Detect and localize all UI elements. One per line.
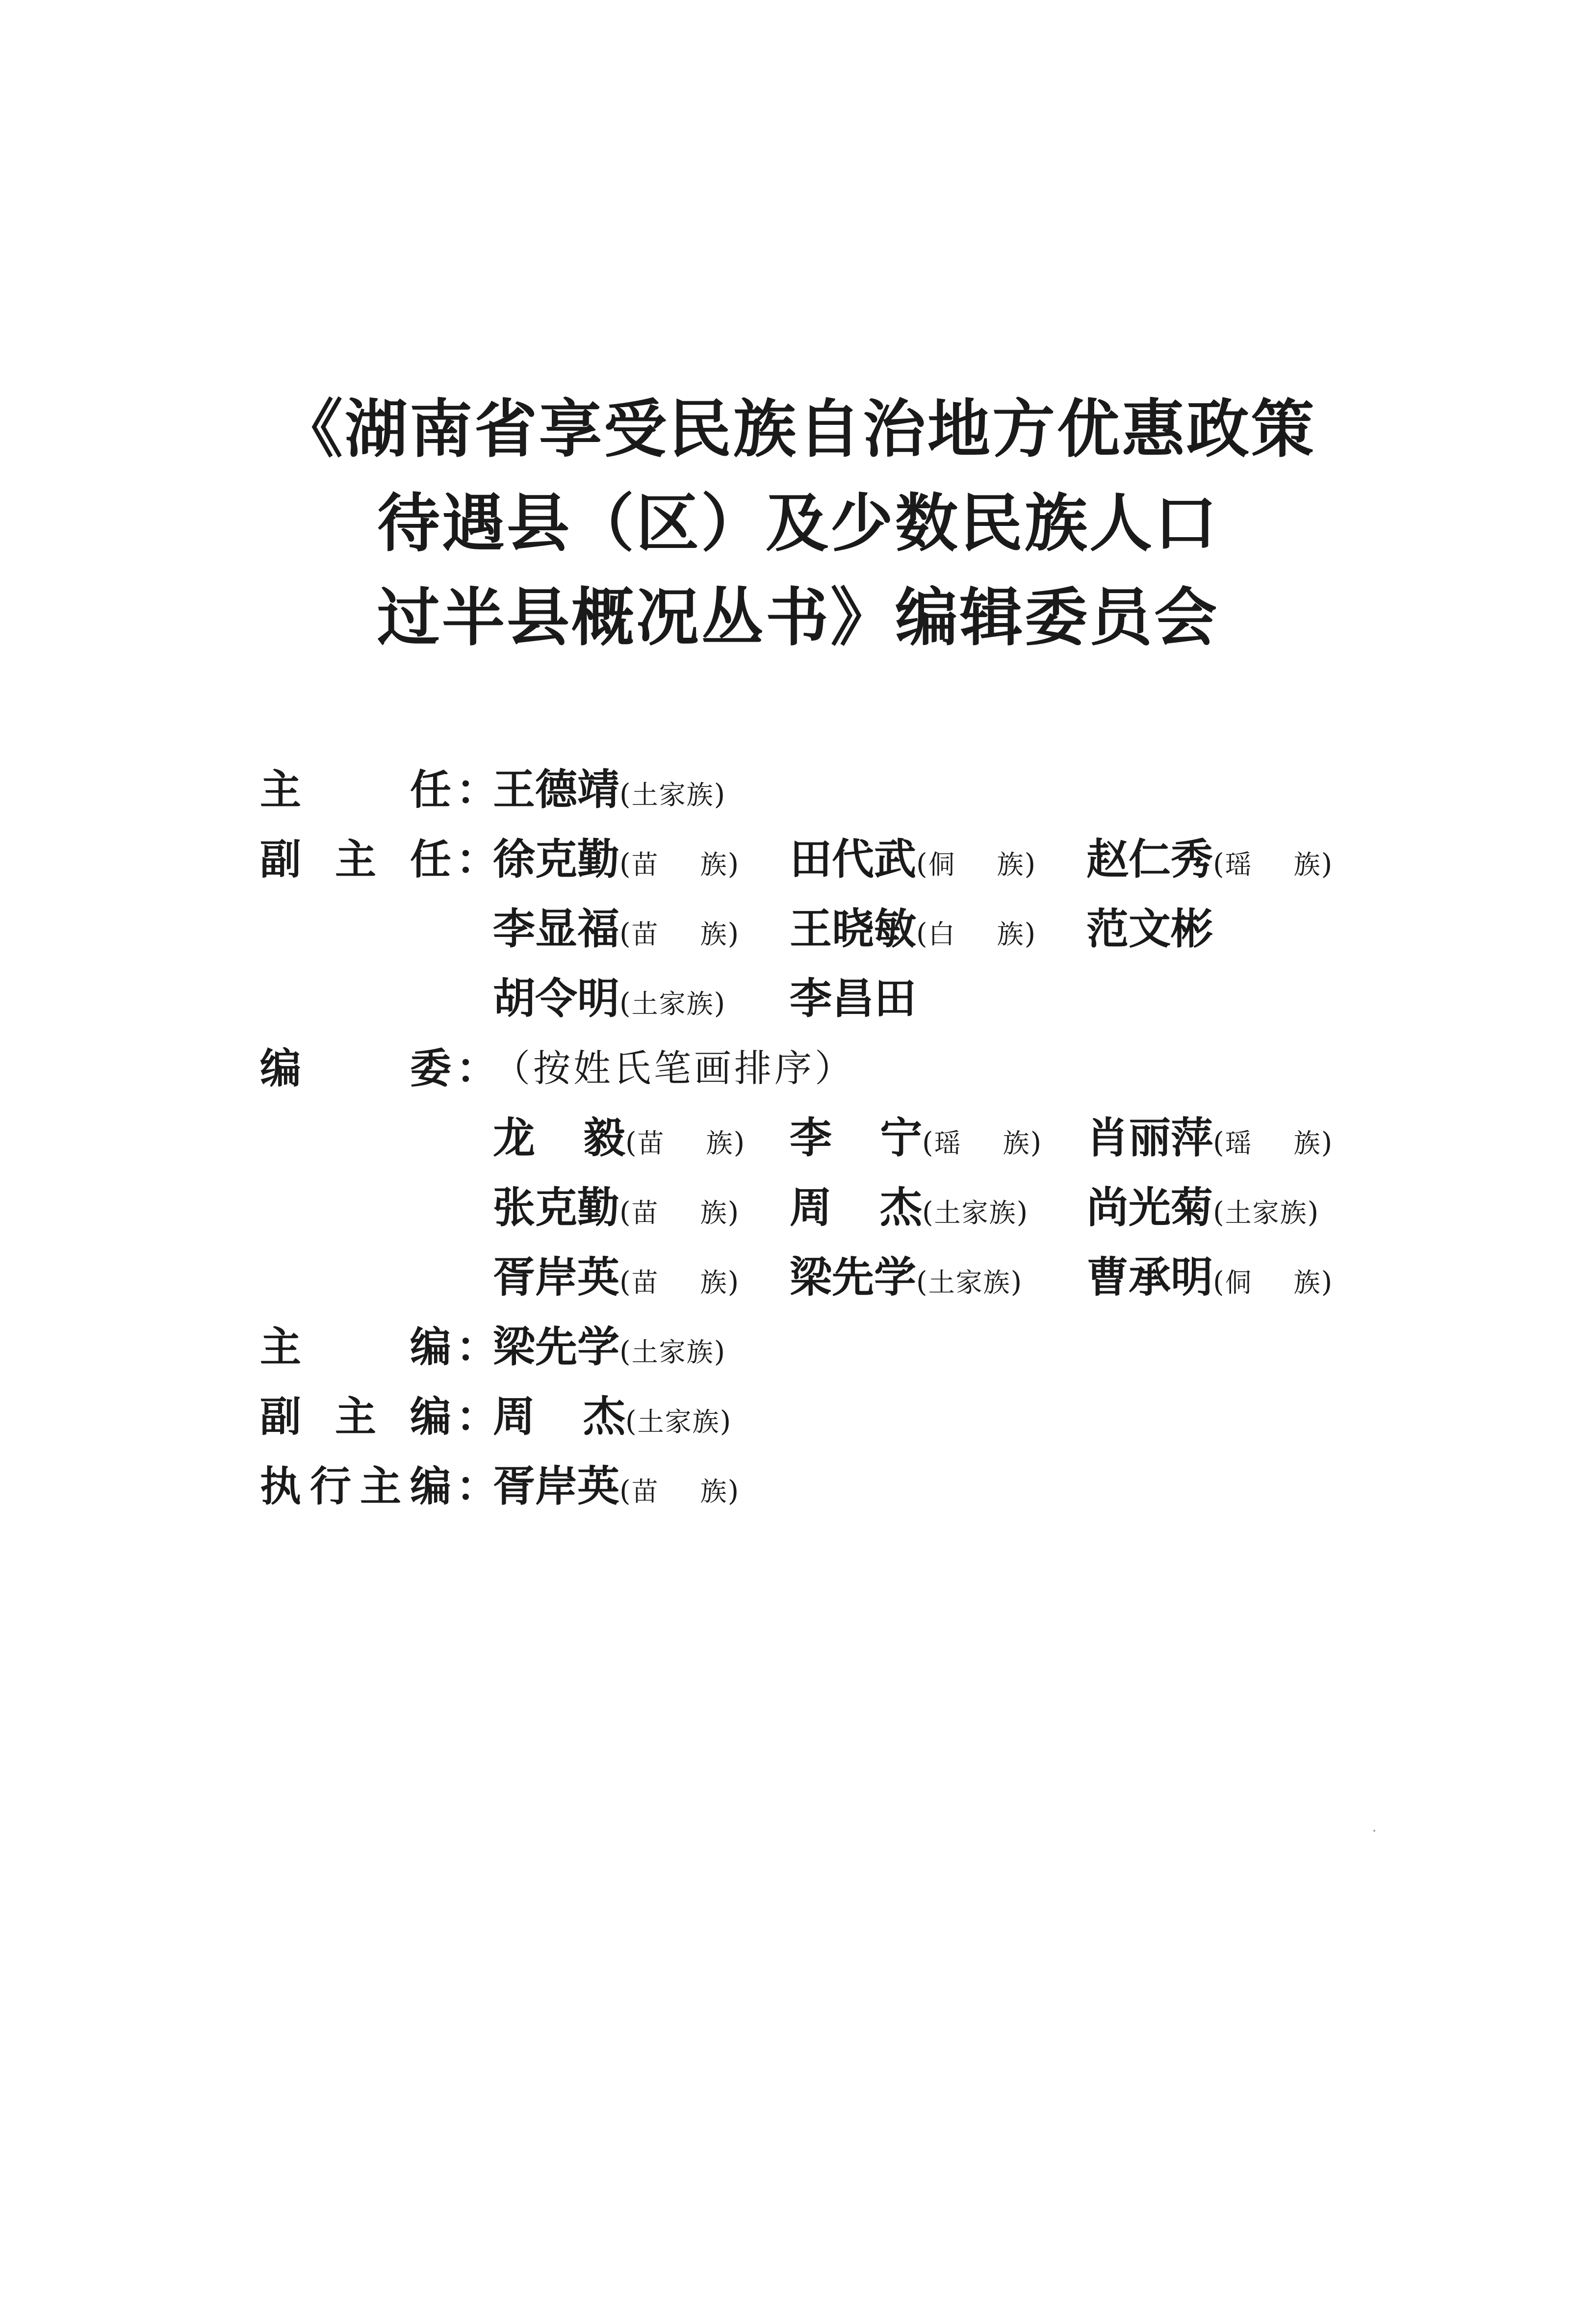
member-name: 田代武 [790,834,916,884]
member-ethnicity: (苗族) [619,847,740,881]
committee-list [260,758,1388,1524]
role-label: 主编 [260,1323,451,1371]
title-line-1: 《湖南省享受民族自治地方优惠政策 [280,393,1316,466]
committee-row [260,1315,1388,1385]
committee-member [790,1246,1023,1315]
committee-row [260,1037,1388,1106]
committee-row [260,758,1388,828]
member-name: 李宁 [790,1113,922,1163]
committee-member [1086,1106,1333,1176]
member-ethnicity: (土家族) [619,987,726,1020]
committee-row [260,828,1388,897]
member-name: 周杰 [790,1183,922,1232]
member-ethnicity: (白族) [916,917,1037,950]
committee-member [1086,897,1213,967]
member-name: 徐克勤 [493,834,619,884]
ordering-note: （按姓氏笔画排序） [493,1046,855,1090]
role-colon: ： [456,1044,498,1092]
committee-member [493,828,740,897]
member-ethnicity: (土家族) [619,1335,726,1368]
committee-member [493,967,726,1037]
committee-member [493,1106,746,1176]
scan-speck [1373,1830,1375,1832]
member-name: 梁先学 [493,1322,619,1372]
member-ethnicity: (苗族) [619,917,740,950]
committee-row [260,1385,1388,1455]
committee-member [493,1385,732,1455]
member-ethnicity: (侗族) [916,847,1037,881]
member-name: 王德靖 [493,765,619,814]
committee-row [260,967,1388,1037]
title-line-2: 待遇县（区）及少数民族人口 [377,487,1219,560]
member-name: 龙毅 [493,1113,625,1163]
member-ethnicity: (土家族) [625,1404,732,1438]
committee-row [260,1455,1388,1524]
role-colon: ： [456,835,498,883]
member-ethnicity: (苗族) [619,1195,740,1229]
committee-member [493,758,726,828]
member-name: 王晓敏 [790,904,916,954]
member-name: 李显福 [493,904,619,954]
committee-row [260,1176,1388,1246]
member-ethnicity: (土家族) [1213,1195,1320,1229]
committee-member [493,1315,726,1385]
committee-member [1086,1176,1319,1246]
committee-member [493,1455,740,1524]
committee-member [790,897,1036,967]
member-name: 范文彬 [1086,904,1213,954]
member-name: 尚光菊 [1086,1183,1213,1232]
committee-member [493,1176,740,1246]
committee-row [260,1246,1388,1315]
role-colon: ： [456,1323,498,1371]
role-label: 主任 [260,766,451,814]
role-colon: ： [456,1462,498,1510]
member-name: 赵仁秀 [1086,834,1213,884]
committee-member [790,828,1036,897]
member-name: 胡令明 [493,974,619,1023]
member-name: 张克勤 [493,1183,619,1232]
member-ethnicity: (侗族) [1213,1265,1334,1299]
committee-member [790,1106,1042,1176]
committee-member [493,1246,740,1315]
committee-member [790,1176,1029,1246]
member-ethnicity: (苗族) [625,1126,746,1159]
member-name: 肖丽萍 [1086,1113,1213,1163]
committee-row [260,1106,1388,1176]
member-ethnicity: (瑶族) [1213,847,1334,881]
committee-member [493,897,740,967]
member-ethnicity: (苗族) [619,1474,740,1507]
role-label: 副主编 [260,1393,451,1441]
role-colon: ： [456,766,498,814]
member-ethnicity: (瑶族) [922,1126,1043,1159]
member-name: 梁先学 [790,1252,916,1302]
role-label: 副主任 [260,835,451,883]
committee-row [260,897,1388,967]
member-ethnicity: (苗族) [619,1265,740,1299]
role-colon: ： [456,1393,498,1441]
role-label: 执行主编 [260,1462,451,1510]
member-ethnicity: (土家族) [922,1195,1029,1229]
member-ethnicity: (土家族) [916,1265,1023,1299]
committee-member [1086,1246,1333,1315]
member-name: 周杰 [493,1392,625,1441]
member-ethnicity: (土家族) [619,778,726,811]
member-name: 胥岸英 [493,1461,619,1511]
member-name: 曹承明 [1086,1252,1213,1302]
member-name: 李昌田 [790,974,916,1023]
role-label: 编委 [260,1044,451,1092]
member-ethnicity: (瑶族) [1213,1126,1334,1159]
committee-title [0,383,1596,665]
committee-member [790,967,916,1037]
member-name: 胥岸英 [493,1252,619,1302]
title-line-3: 过半县概况丛书》编辑委员会 [377,581,1219,654]
committee-member [1086,828,1333,897]
